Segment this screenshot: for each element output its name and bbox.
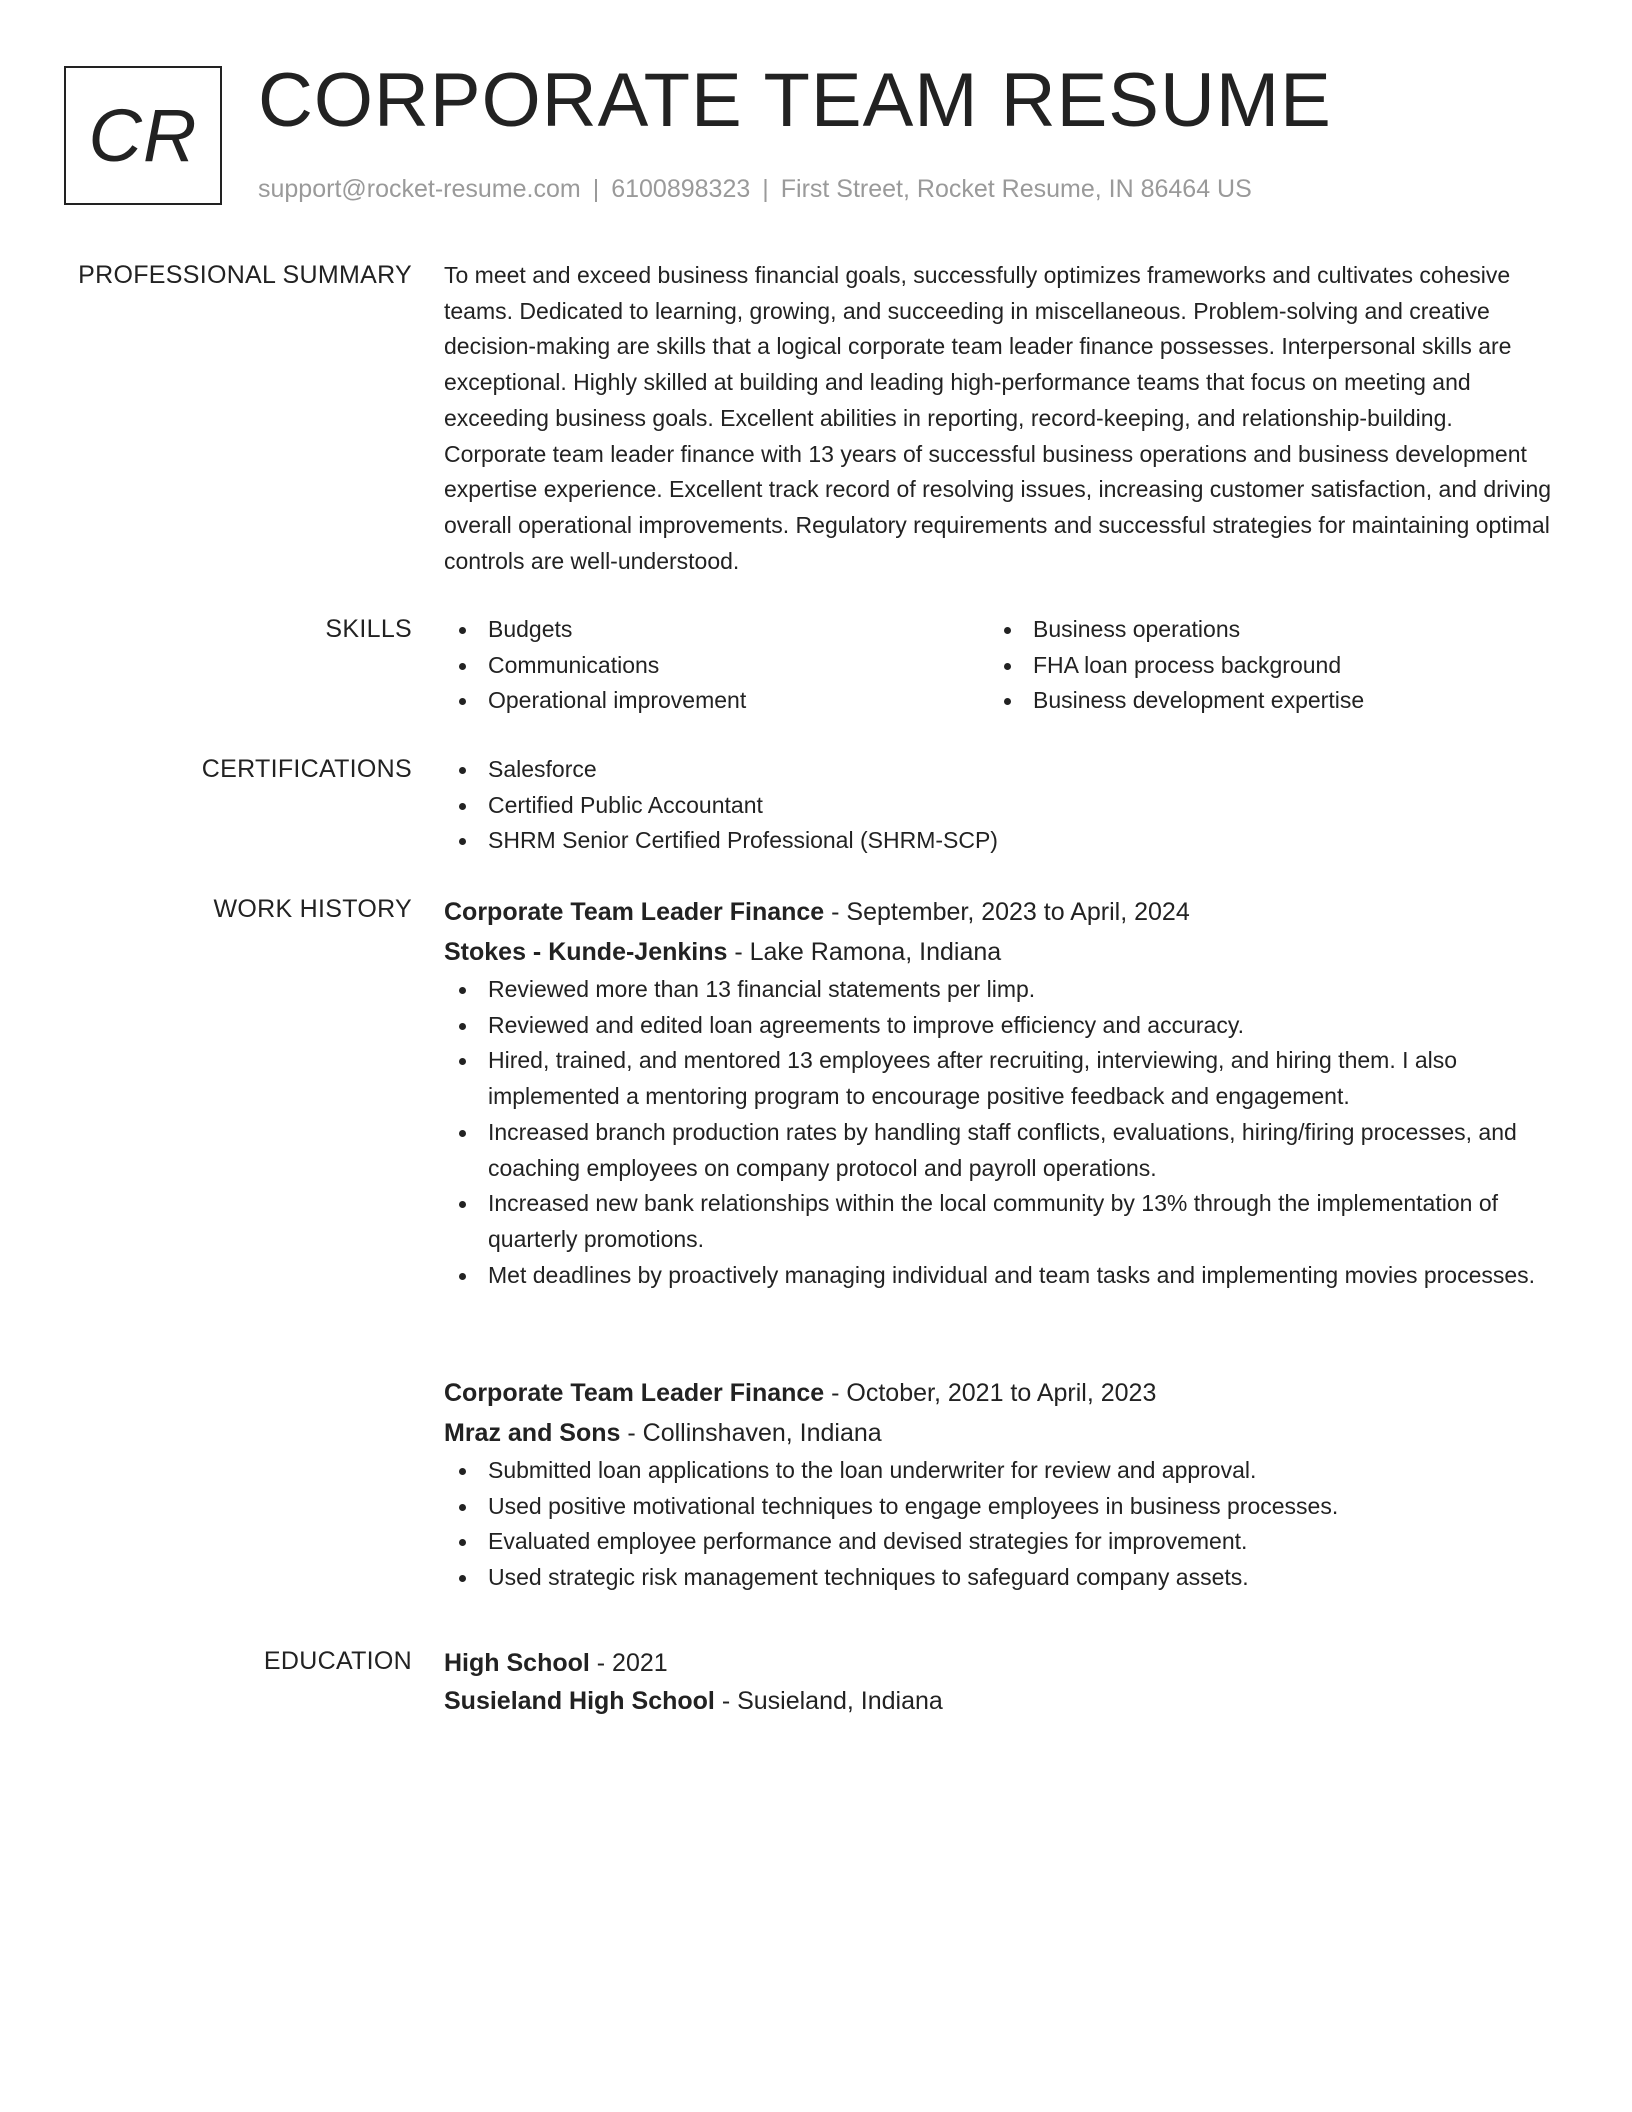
job-company: Mraz and Sons: [444, 1419, 621, 1447]
summary-text: To meet and exceed business financial goals, successfully optimizes frameworks and cultivates cohesive teams. Dedicated to learning, growing, and succeeding in miscellaneous. Problem-solving and creative decision-making are skills that a logical corporate team leader finance possesses. Interpersonal skills are exceptional. Highly skilled at building and leading high-performance teams that focus on meeting and exceeding business goals. Excellent abilities in reporting, record-keeping, and relationship-building. Corporate team leader finance with 13 years of successful business operations and business development expertise experience. Excellent track record of resolving issues, increasing customer satisfaction, and driving overall operational improvements. Regulatory requirements and successful strategies for maintaining optimal controls are well-understood.: [444, 262, 1552, 574]
job-company-line: [444, 1413, 1554, 1453]
certification-item: SHRM Senior Certified Professional (SHRM-SCP): [444, 823, 1554, 859]
skills-body: [444, 612, 1554, 719]
skill-item: Operational improvement: [444, 683, 989, 719]
job-dates: - September, 2023 to April, 2024: [824, 898, 1190, 926]
job-location: - Collinshaven, Indiana: [620, 1419, 882, 1447]
job-title-line: [444, 892, 1554, 932]
job-duty-item: Reviewed more than 13 financial statements per limp.: [444, 972, 1554, 1008]
skill-item: Budgets: [444, 612, 989, 648]
contact-line: [258, 174, 1252, 204]
contact-separator: |: [592, 175, 600, 203]
skills-heading: SKILLS: [325, 615, 412, 643]
certifications-heading: CERTIFICATIONS: [201, 755, 412, 783]
education-year: - 2021: [589, 1649, 668, 1677]
job-duties-list: [444, 972, 1554, 1293]
contact-address: First Street, Rocket Resume, IN 86464 US: [780, 175, 1252, 203]
work-history-body: [444, 892, 1554, 1591]
education-heading: EDUCATION: [263, 1647, 412, 1675]
job-company: Stokes - Kunde-Jenkins: [444, 938, 728, 966]
job-duty-item: Submitted loan applications to the loan underwriter for review and approval.: [444, 1453, 1554, 1489]
monogram-logo: CR: [64, 66, 222, 205]
education-school-line: [444, 1682, 1554, 1720]
job-entry: [444, 1373, 1554, 1596]
skill-item: Communications: [444, 648, 989, 684]
education-degree-line: [444, 1644, 1554, 1682]
contact-phone[interactable]: 6100898323: [611, 175, 751, 203]
summary-body: [444, 258, 1554, 579]
certifications-body: [444, 752, 1554, 859]
job-duty-item: Hired, trained, and mentored 13 employees after recruiting, interviewing, and hiring them. I also implemented a mentoring program to encourage positive feedback and engagement.: [444, 1043, 1554, 1114]
certifications-list: [444, 752, 1554, 859]
education-location: - Susieland, Indiana: [714, 1687, 943, 1715]
resume-title: CORPORATE TEAM RESUME: [258, 58, 1332, 143]
skills-list-right: [989, 612, 1534, 719]
contact-separator: |: [762, 175, 769, 203]
job-title: Corporate Team Leader Finance: [444, 1379, 825, 1407]
job-duty-item: Used strategic risk management techniques to safeguard company assets.: [444, 1560, 1554, 1596]
job-duties-list: [444, 1453, 1554, 1596]
skill-item: Business development expertise: [989, 683, 1534, 719]
summary-heading: PROFESSIONAL SUMMARY: [78, 261, 412, 289]
certification-item: Certified Public Accountant: [444, 788, 1554, 824]
job-dates: - October, 2021 to April, 2023: [824, 1379, 1157, 1407]
skill-item: Business operations: [989, 612, 1534, 648]
job-duty-item: Increased new bank relationships within the local community by 13% through the implementation of quarterly promotions.: [444, 1186, 1554, 1257]
job-duty-item: Reviewed and edited loan agreements to improve efficiency and accuracy.: [444, 1008, 1554, 1044]
job-duty-item: Used positive motivational techniques to engage employees in business processes.: [444, 1489, 1554, 1525]
contact-email[interactable]: support@rocket-resume.com: [258, 175, 581, 203]
job-duty-item: Evaluated employee performance and devised strategies for improvement.: [444, 1524, 1554, 1560]
skill-item: FHA loan process background: [989, 648, 1534, 684]
job-title-line: [444, 1373, 1554, 1413]
job-duty-item: Increased branch production rates by handling staff conflicts, evaluations, hiring/firing processes, and coaching employees on company protocol and payroll operations.: [444, 1115, 1554, 1186]
work-history-heading: WORK HISTORY: [213, 895, 412, 923]
certification-item: Salesforce: [444, 752, 1554, 788]
job-title: Corporate Team Leader Finance: [444, 898, 825, 926]
education-school: Susieland High School: [444, 1687, 715, 1715]
skills-list-left: [444, 612, 989, 719]
education-degree: High School: [444, 1649, 590, 1677]
job-entry: [444, 892, 1554, 1293]
job-location: - Lake Ramona, Indiana: [727, 938, 1002, 966]
job-duty-item: Met deadlines by proactively managing individual and team tasks and implementing movies processes.: [444, 1258, 1554, 1294]
job-company-line: [444, 932, 1554, 972]
education-body: [444, 1644, 1554, 1720]
skills-grid: [444, 612, 1554, 719]
